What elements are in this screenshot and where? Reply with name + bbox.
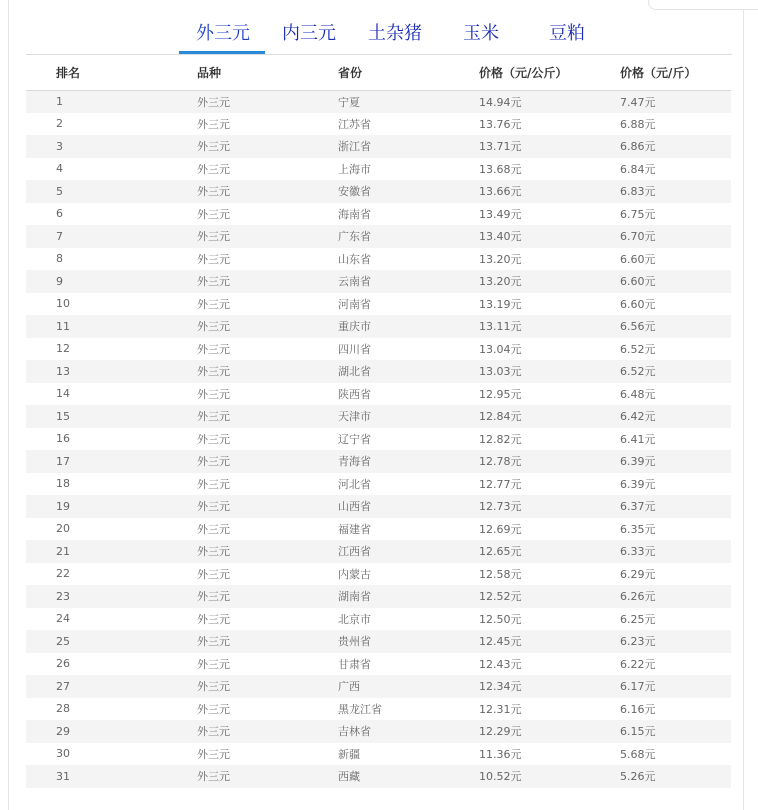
cell-rank: 2 — [26, 113, 167, 136]
cell-price-per-kg: 12.52元 — [449, 585, 590, 608]
cell-breed: 外三元 — [167, 495, 308, 518]
header-rank: 排名 — [26, 56, 167, 90]
cell-price-per-kg: 12.58元 — [449, 563, 590, 586]
table-row — [26, 450, 731, 473]
cell-rank: 18 — [26, 473, 167, 496]
cell-province: 天津市 — [308, 405, 449, 428]
cell-breed: 外三元 — [167, 450, 308, 473]
table-row — [26, 698, 731, 721]
cell-province: 陕西省 — [308, 383, 449, 406]
cell-price-per-kg: 13.11元 — [449, 315, 590, 338]
table-row — [26, 383, 731, 406]
cell-breed: 外三元 — [167, 630, 308, 653]
cell-province: 浙江省 — [308, 135, 449, 158]
table-row — [26, 428, 731, 451]
cell-breed: 外三元 — [167, 293, 308, 316]
cell-province: 上海市 — [308, 158, 449, 181]
cell-price-per-kg: 13.49元 — [449, 203, 590, 226]
table-row — [26, 653, 731, 676]
cell-rank: 10 — [26, 293, 167, 316]
cell-breed: 外三元 — [167, 90, 308, 113]
cell-price-per-kg: 13.71元 — [449, 135, 590, 158]
cell-price-per-kg: 12.65元 — [449, 540, 590, 563]
cell-breed: 外三元 — [167, 270, 308, 293]
cell-price-per-jin: 6.23元 — [590, 630, 731, 653]
cell-price-per-jin: 6.33元 — [590, 540, 731, 563]
cell-province: 海南省 — [308, 203, 449, 226]
cell-province: 广东省 — [308, 225, 449, 248]
header-price-per-jin: 价格（元/斤） — [590, 56, 731, 90]
cell-province: 辽宁省 — [308, 428, 449, 451]
cell-price-per-jin: 5.68元 — [590, 743, 731, 766]
table-row — [26, 360, 731, 383]
tab-dou-po[interactable]: 豆粕 — [549, 23, 585, 44]
cell-rank: 30 — [26, 743, 167, 766]
cell-price-per-jin: 6.17元 — [590, 675, 731, 698]
cell-province: 山东省 — [308, 248, 449, 271]
cell-breed: 外三元 — [167, 428, 308, 451]
cell-price-per-kg: 13.40元 — [449, 225, 590, 248]
cell-price-per-jin: 6.60元 — [590, 293, 731, 316]
cell-province: 宁夏 — [308, 90, 449, 113]
cell-breed: 外三元 — [167, 383, 308, 406]
cell-price-per-jin: 6.42元 — [590, 405, 731, 428]
cell-price-per-jin: 6.29元 — [590, 563, 731, 586]
cell-rank: 31 — [26, 765, 167, 788]
cell-breed: 外三元 — [167, 405, 308, 428]
cell-breed: 外三元 — [167, 675, 308, 698]
cell-price-per-jin: 6.70元 — [590, 225, 731, 248]
table-row — [26, 720, 731, 743]
cell-price-per-kg: 10.52元 — [449, 765, 590, 788]
cell-price-per-jin: 6.56元 — [590, 315, 731, 338]
cell-rank: 29 — [26, 720, 167, 743]
table-row — [26, 495, 731, 518]
table-row — [26, 338, 731, 361]
cell-price-per-kg: 12.84元 — [449, 405, 590, 428]
table-row — [26, 405, 731, 428]
cell-price-per-kg: 12.45元 — [449, 630, 590, 653]
table-row — [26, 315, 731, 338]
cell-price-per-kg: 13.76元 — [449, 113, 590, 136]
cell-price-per-jin: 6.37元 — [590, 495, 731, 518]
cell-price-per-jin: 6.52元 — [590, 360, 731, 383]
cell-breed: 外三元 — [167, 360, 308, 383]
cell-province: 甘肃省 — [308, 653, 449, 676]
cell-price-per-jin: 6.22元 — [590, 653, 731, 676]
tab-nei-san-yuan[interactable]: 内三元 — [282, 23, 336, 44]
cell-price-per-jin: 6.52元 — [590, 338, 731, 361]
cell-breed: 外三元 — [167, 203, 308, 226]
cell-province: 云南省 — [308, 270, 449, 293]
cell-rank: 15 — [26, 405, 167, 428]
cell-rank: 14 — [26, 383, 167, 406]
cell-breed: 外三元 — [167, 225, 308, 248]
cell-breed: 外三元 — [167, 158, 308, 181]
cell-price-per-jin: 6.25元 — [590, 608, 731, 631]
header-price-per-kg: 价格（元/公斤） — [449, 56, 590, 90]
cell-province: 江西省 — [308, 540, 449, 563]
cell-rank: 8 — [26, 248, 167, 271]
table-row — [26, 675, 731, 698]
cell-price-per-kg: 12.73元 — [449, 495, 590, 518]
cell-province: 江苏省 — [308, 113, 449, 136]
corner-popup-edge — [648, 0, 758, 10]
cell-rank: 20 — [26, 518, 167, 541]
table-row — [26, 203, 731, 226]
cell-breed: 外三元 — [167, 315, 308, 338]
cell-rank: 26 — [26, 653, 167, 676]
cell-price-per-jin: 6.75元 — [590, 203, 731, 226]
cell-rank: 4 — [26, 158, 167, 181]
cell-rank: 22 — [26, 563, 167, 586]
table-row — [26, 473, 731, 496]
table-row — [26, 158, 731, 181]
cell-price-per-jin: 6.86元 — [590, 135, 731, 158]
cell-rank: 13 — [26, 360, 167, 383]
cell-rank: 3 — [26, 135, 167, 158]
cell-province: 重庆市 — [308, 315, 449, 338]
table-row — [26, 90, 731, 113]
cell-breed: 外三元 — [167, 585, 308, 608]
cell-rank: 9 — [26, 270, 167, 293]
cell-breed: 外三元 — [167, 608, 308, 631]
cell-price-per-jin: 6.84元 — [590, 158, 731, 181]
cell-rank: 24 — [26, 608, 167, 631]
cell-price-per-jin: 5.26元 — [590, 765, 731, 788]
cell-rank: 27 — [26, 675, 167, 698]
cell-province: 黑龙江省 — [308, 698, 449, 721]
cell-rank: 16 — [26, 428, 167, 451]
table-row — [26, 518, 731, 541]
cell-rank: 7 — [26, 225, 167, 248]
cell-rank: 21 — [26, 540, 167, 563]
cell-price-per-kg: 12.77元 — [449, 473, 590, 496]
cell-rank: 19 — [26, 495, 167, 518]
cell-rank: 11 — [26, 315, 167, 338]
cell-price-per-kg: 13.66元 — [449, 180, 590, 203]
cell-price-per-jin: 6.60元 — [590, 270, 731, 293]
cell-breed: 外三元 — [167, 563, 308, 586]
cell-breed: 外三元 — [167, 540, 308, 563]
table-row — [26, 608, 731, 631]
cell-price-per-kg: 13.20元 — [449, 248, 590, 271]
cell-province: 四川省 — [308, 338, 449, 361]
cell-price-per-kg: 12.31元 — [449, 698, 590, 721]
cell-breed: 外三元 — [167, 113, 308, 136]
table-row — [26, 540, 731, 563]
cell-province: 湖南省 — [308, 585, 449, 608]
cell-rank: 25 — [26, 630, 167, 653]
cell-price-per-kg: 12.69元 — [449, 518, 590, 541]
tab-bar — [26, 14, 732, 55]
cell-province: 广西 — [308, 675, 449, 698]
cell-price-per-jin: 6.41元 — [590, 428, 731, 451]
table-row — [26, 293, 731, 316]
cell-rank: 28 — [26, 698, 167, 721]
header-breed: 品种 — [167, 56, 308, 90]
cell-breed: 外三元 — [167, 135, 308, 158]
cell-price-per-kg: 12.43元 — [449, 653, 590, 676]
cell-province: 吉林省 — [308, 720, 449, 743]
cell-province: 河北省 — [308, 473, 449, 496]
cell-price-per-jin: 6.39元 — [590, 473, 731, 496]
cell-price-per-kg: 12.78元 — [449, 450, 590, 473]
table-row — [26, 225, 731, 248]
cell-price-per-kg: 13.03元 — [449, 360, 590, 383]
cell-price-per-kg: 13.20元 — [449, 270, 590, 293]
table-row — [26, 563, 731, 586]
cell-province: 新疆 — [308, 743, 449, 766]
cell-province: 青海省 — [308, 450, 449, 473]
cell-breed: 外三元 — [167, 653, 308, 676]
cell-price-per-kg: 12.82元 — [449, 428, 590, 451]
cell-price-per-kg: 12.95元 — [449, 383, 590, 406]
cell-price-per-jin: 6.48元 — [590, 383, 731, 406]
header-province: 省份 — [308, 56, 449, 90]
cell-price-per-jin: 6.88元 — [590, 113, 731, 136]
cell-breed: 外三元 — [167, 743, 308, 766]
cell-rank: 23 — [26, 585, 167, 608]
cell-province: 湖北省 — [308, 360, 449, 383]
cell-province: 河南省 — [308, 293, 449, 316]
tab-wai-san-yuan[interactable]: 外三元 — [196, 23, 250, 44]
price-ranking-table — [26, 56, 731, 788]
cell-price-per-jin: 6.60元 — [590, 248, 731, 271]
cell-price-per-kg: 13.68元 — [449, 158, 590, 181]
cell-breed: 外三元 — [167, 338, 308, 361]
cell-rank: 17 — [26, 450, 167, 473]
cell-price-per-jin: 6.39元 — [590, 450, 731, 473]
cell-price-per-jin: 6.15元 — [590, 720, 731, 743]
cell-price-per-kg: 12.29元 — [449, 720, 590, 743]
cell-breed: 外三元 — [167, 473, 308, 496]
table-row — [26, 743, 731, 766]
table-row — [26, 270, 731, 293]
cell-province: 西藏 — [308, 765, 449, 788]
cell-price-per-kg: 13.19元 — [449, 293, 590, 316]
cell-breed: 外三元 — [167, 248, 308, 271]
cell-province: 贵州省 — [308, 630, 449, 653]
cell-price-per-jin: 6.26元 — [590, 585, 731, 608]
cell-province: 北京市 — [308, 608, 449, 631]
table-row — [26, 113, 731, 136]
table-row — [26, 180, 731, 203]
cell-price-per-jin: 6.83元 — [590, 180, 731, 203]
table-row — [26, 135, 731, 158]
cell-breed: 外三元 — [167, 765, 308, 788]
cell-price-per-kg: 12.50元 — [449, 608, 590, 631]
table-row — [26, 765, 731, 788]
cell-price-per-jin: 6.16元 — [590, 698, 731, 721]
table-row — [26, 585, 731, 608]
tab-tu-za-zhu[interactable]: 土杂猪 — [368, 23, 422, 44]
cell-rank: 12 — [26, 338, 167, 361]
cell-breed: 外三元 — [167, 180, 308, 203]
cell-province: 安徽省 — [308, 180, 449, 203]
table-row — [26, 248, 731, 271]
cell-price-per-kg: 12.34元 — [449, 675, 590, 698]
cell-price-per-kg: 14.94元 — [449, 90, 590, 113]
table-header-row — [26, 56, 731, 90]
cell-price-per-kg: 11.36元 — [449, 743, 590, 766]
cell-price-per-jin: 6.35元 — [590, 518, 731, 541]
cell-price-per-jin: 7.47元 — [590, 90, 731, 113]
cell-province: 福建省 — [308, 518, 449, 541]
cell-province: 内蒙古 — [308, 563, 449, 586]
cell-price-per-kg: 13.04元 — [449, 338, 590, 361]
cell-breed: 外三元 — [167, 720, 308, 743]
cell-rank: 1 — [26, 90, 167, 113]
cell-breed: 外三元 — [167, 518, 308, 541]
cell-rank: 5 — [26, 180, 167, 203]
tab-yu-mi[interactable]: 玉米 — [463, 23, 499, 44]
cell-rank: 6 — [26, 203, 167, 226]
table-row — [26, 630, 731, 653]
cell-breed: 外三元 — [167, 698, 308, 721]
cell-province: 山西省 — [308, 495, 449, 518]
active-tab-indicator — [179, 51, 265, 54]
